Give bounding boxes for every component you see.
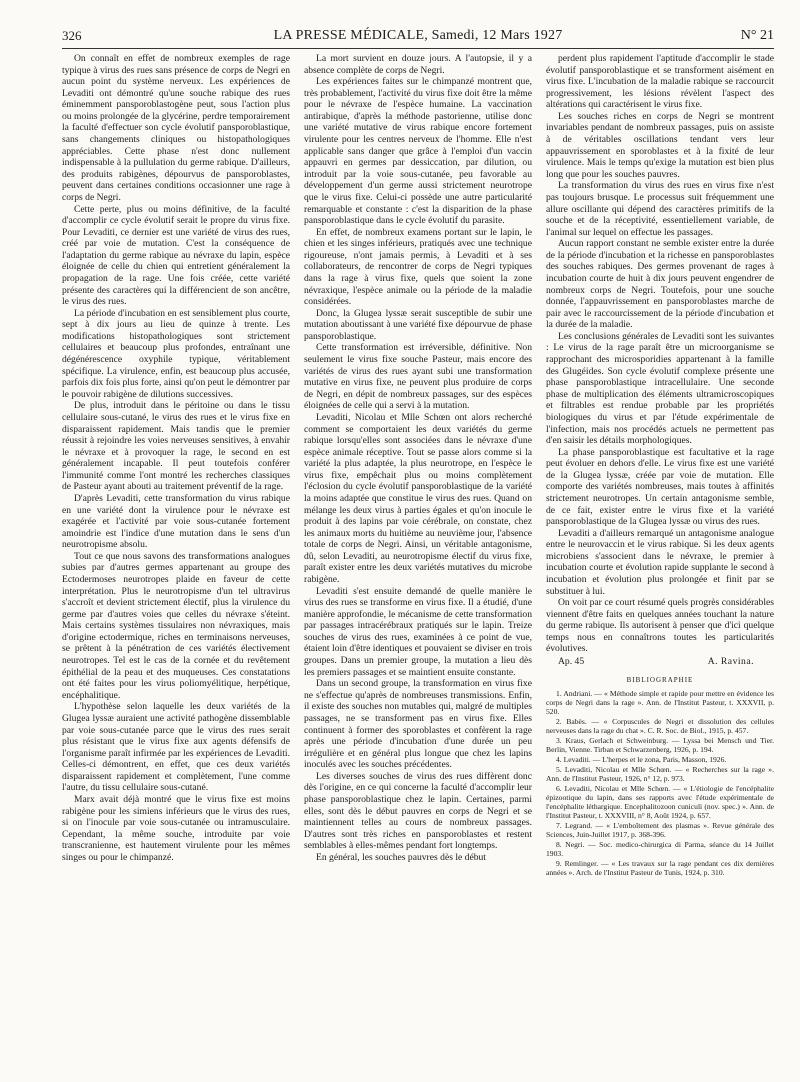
bibliography-entry: 3. Kraus, Gerlach et Schweinburg. — Lyssa bei Mensch und Tier. Berlin, Vienne. Tirban et Schwarzenberg, 1926, p. 194.: [546, 736, 774, 755]
paragraph: Levaditi a d'ailleurs remarqué un antagonisme analogue entre le neurovaccin et le virus rabique. Si les deux agents microbiens s'associent dans le névraxe, le premier à incubation courte et évolution rapide supplante le second à incubation et évolution plus prolongée et finit par se substituer à lui.: [546, 527, 774, 597]
paragraph: Levaditi s'est ensuite demandé de quelle manière le virus des rues se transforme en virus fixe. Il a étudié, d'une manière approfondie, le mécanisme de cette transformation par passages intracérébraux pratiqués sur le lapin. Treize souches de virus des rues, examinées à ce point de vue, étaient loin d'être identiques et pouvaient se diviser en trois groupes. Dans un premier groupe, la mutation a lieu dès les premiers passages et se maintient ensuite constante.: [304, 585, 532, 678]
bibliography-entry: 6. Levaditi, Nicolau et Mlle Schœn. — « L'étiologie de l'encéphalite épizootique du lapin, dans ses rapports avec l'étude expérimentale de l'encéphalite léthargique. Encephalitozoon cuniculi (nov. spec.) ». Ann. de l'Institut Pasteur, t. XXXVIII, n° 8, Août 1924, p. 657.: [546, 784, 774, 821]
paragraph: Les diverses souches de virus des rues diffèrent donc dès l'origine, en ce qui concerne la faculté d'accomplir leur phase pansporoblastique chez le lapin. Certaines, parmi elles, sont dès le début pauvres en corps de Negri et se maintiennent telles au cours de nombreux passages. D'autres sont très riches en pansporoblastes et restent semblables à elles-mêmes pendant fort longtemps.: [304, 770, 532, 852]
bibliography-entry: 1. Andriani. — « Méthode simple et rapide pour mettre en évidence les corps de Negri dans la rage ». Ann. de l'Institut Pasteur, t. XXXVII, p. 520.: [546, 689, 774, 717]
paragraph: On voit par ce court résumé quels progrès considérables viennent d'être faits en quelques années touchant la nature du germe rabique. Ils autorisent à penser que d'ici quelque temps nous en connaîtrons toutes les particularités évolutives.: [546, 597, 774, 655]
paragraph: En effet, de nombreux examens portant sur le lapin, le chien et les singes inférieurs, pratiqués avec une technique rigoureuse, n'ont jamais permis, à Levaditi et à ses collaborateurs, de rencontrer de corps de Negri typiques dans la rage à virus fixe, quels que soient la zone névraxique, l'espèce animale ou la période de la maladie considérées.: [304, 226, 532, 308]
column-middle: [304, 53, 532, 1073]
paragraph: Cette perte, plus ou moins définitive, de la faculté d'accomplir ce cycle évolutif serait le propre du virus fixe. Pour Levaditi, ce dernier est une variété de virus des rues, créé par voie de mutation. C'est la conséquence de l'adaptation du germe rabique au névraxe du lapin, espèce éloignée de celle du chien qui entretient généralement la propagation de la rage. Une fois créée, cette variété présente des caractères qui la différencient de son ancêtre, le virus des rues.: [62, 203, 290, 308]
bibliography-entry: 2. Babès. — « Corpuscules de Negri et dissolution des cellules nerveuses dans la rage du chat ». C. R. Soc. de Biol., 1915, p. 457.: [546, 717, 774, 736]
page-number: 326: [62, 28, 82, 43]
issue-number: N° 21: [740, 28, 774, 43]
bibliography-entry: 8. Negri. — Soc. medico-chirurgica di Parma, séance du 14 Juillet 1903.: [546, 840, 774, 859]
page-header: [62, 28, 774, 48]
header-rule: [62, 48, 774, 49]
handwritten-mark: Ap. 45: [558, 656, 585, 668]
paragraph: La période d'incubation en est sensiblement plus courte, sept à dix jours au lieu de quinze à trente. Les modifications histopathologiques sont strictement cellulaires et beaucoup plus profondes, entraînant une dégénérescence oxyphile typique, véritablement spécifique. La virulence, enfin, est beaucoup plus accusée, parfois dix fois plus forte, ainsi qu'on peut le démontrer par le pouvoir rabigène de dilutions successives.: [62, 307, 290, 400]
signature-line: [546, 656, 774, 668]
paragraph: Aucun rapport constant ne semble exister entre la durée de la période d'incubation et la richesse en pansporoblastes des souches rabiques. Des germes provenant de rages à incubation courte de huit à dix jours peuvent engendrer de nombreux corps de Negri. Toutefois, pour une souche donnée, l'appauvrissement en pansporoblastes marche de pair avec le raccourcissement de la période d'incubation et la durée de la maladie.: [546, 238, 774, 331]
paragraph: L'hypothèse selon laquelle les deux variétés de la Glugea lyssæ auraient une activité pathogène dissemblable par voie sous-cutanée parce que le virus des rues serait plus résistant que le virus fixe aux agents défensifs de l'organisme paraît infirmée par les expériences de Levaditi. Celles-ci démontrent, en effet, que ces deux variétés disparaissent rapidement et complètement, l'une comme l'autre, du tissu cellulaire sous-cutané.: [62, 701, 290, 794]
paragraph: Donc, la Glugea lyssæ serait susceptible de subir une mutation aboutissant à une variété fixe dépourvue de phase pansporoblastique.: [304, 307, 532, 342]
paragraph: Tout ce que nous savons des transformations analogues subies par d'autres germes appartenant au groupe des Ectodermoses neurotropes plaide en faveur de cette interprétation. Plus le neurotropisme d'un tel ultravirus s'accroît et devient strictement électif, plus la virulence du germe par d'autres voies que celles du névraxe s'éteint. Mais certains systèmes tissulaires non névraxiques, mais d'origine ectodermique, riches en terminaisons nerveuses, se prêtent à la pénétration de ces variétés électivement neurotropes. Tel est le cas de la cornée et du revêtement épithélial de la peau et des muqueuses. Ces constatations ont été faites pour les virus poliomyélitique, herpétique, encéphalitique.: [62, 550, 290, 701]
column-right: [546, 53, 774, 1073]
bibliography-entry: 4. Levaditi. — L'herpes et le zona, Paris, Masson, 1926.: [556, 755, 727, 765]
paragraph: De plus, introduit dans le péritoine ou dans le tissu cellulaire sous-cutané, le virus des rues et le virus fixe en disparaissent rapidement. Mais tandis que le premier réussit à rejoindre les voies nerveuses sensitives, à envahir le névraxe et à provoquer la rage, le second en est généralement incapable. Il peut toutefois conférer l'immunité comme l'ont montré les recherches classiques de Pasteur ayant abouti au traitement préventif de la rage.: [62, 400, 290, 493]
paragraph: En général, les souches pauvres dès le début: [316, 851, 486, 863]
bibliography: [546, 689, 774, 877]
paragraph: La phase pansporoblastique est facultative et la rage peut évoluer en dehors d'elle. Le virus fixe est une variété de la Glugea lyssæ, créée par voie de mutation. Elle comporte des variétés nombreuses, mais toutes à affinités strictement neurotropes. Un certain antagonisme semble, de ce fait, exister entre le virus fixe et la variété pansporoblastique de la Glugea lyssæ ou virus des rues.: [546, 446, 774, 528]
article-body: [62, 53, 774, 1073]
paragraph: Dans un second groupe, la transformation en virus fixe ne s'effectue qu'après de nombreuses transmissions. Enfin, il existe des souches non mutables qui, malgré de multiples passages, ne se transforment pas en virus fixe. Elles continuent à former des sporoblastes et confèrent la rage après une période d'incubation d'une durée un peu irrégulière et en général plus longue que chez les lapins inoculés avec les souches précédentes.: [304, 678, 532, 771]
bibliography-title: BIBLIOGRAPHIE: [626, 675, 694, 684]
journal-title: LA PRESSE MÉDICALE, Samedi, 12 Mars 1927: [273, 28, 563, 43]
paragraph: La mort survient en douze jours. A l'autopsie, il y a absence complète de corps de Negri.: [304, 53, 532, 76]
paragraph: Les conclusions générales de Levaditi sont les suivantes : Le virus de la rage paraît être un microorganisme se rapprochant des microsporidies appartenant à la famille des Glugéides. Son cycle évolutif complexe présente une phase pansporoblastique intracellulaire. Une seconde phase de multiplication des éléments ultramicroscopiques et filtrables est rendue probable par les propriétés biologiques du virus et par l'étude expérimentale de l'infection, mais nos procédés actuels ne permettent pas d'en saisir les détails morphologiques.: [546, 330, 774, 447]
paragraph: Les expériences faites sur le chimpanzé montrent que, très probablement, l'activité du virus fixe doit être la même pour le névraxe de l'espèce humaine. La vaccination antirabique, d'après la méthode pastorienne, utilise donc une variété mutative de virus rabique encore fortement virulente pour les centres nerveux de l'homme. Elle n'est applicable sans danger que grâce à l'emploi d'un vaccin appauvri en germes par dessiccation, par dilution, ou introduit par la voie sous-cutanée, peu favorable au développement d'un germe aussi strictement neurotrope que le virus fixe. Celui-ci possède une autre particularité remarquable et constante : c'est la disparition de la phase pansporoblastique dans le cycle évolutif du parasite.: [304, 76, 532, 227]
paragraph: Cette transformation est irréversible, définitive. Non seulement le virus fixe souche Pasteur, mais encore des variétés de virus des rues ayant subi une transformation mutative en virus fixe, ne peuvent plus produire de corps de Negri, en dépit de nombreux passages, sur des espèces éloignées de celle qui a servi à la mutation.: [304, 342, 532, 412]
bibliography-entry: 7. Legrand. — « L'emboîtement des plasmas ». Revue générale des Sciences, Juin-Juillet 1917, p. 368-396.: [546, 821, 774, 840]
paragraph: La transformation du virus des rues en virus fixe n'est pas toujours brusque. Le processus suit fréquemment une allure oscillante qui dépend des caractères primitifs de la souche et de la réceptivité, essentiellement variable, de l'animal sur lequel on effectue les passages.: [546, 180, 774, 238]
paragraph: On connaît en effet de nombreux exemples de rage typique à virus des rues sans présence de corps de Negri en aucun point du système nerveux. Les expériences de Levaditi ont démontré qu'une souche rabique des rues éminemment pansporoblastogène peut, sous l'action plus ou moins prolongée de la glycérine, perdre temporairement la faculté d'effectuer son cycle évolutif pansporoblastique, sans changements cliniques ou histopathologiques appréciables. Cette phase n'est donc nullement indispensable à la pullulation du germe rabique. D'ailleurs, des produits rabigènes, dépourvus de pansporoblastes, peuvent dans certaines conditions occasionner une rage à corps de Negri.: [62, 53, 290, 203]
paragraph: Marx avait déjà montré que le virus fixe est moins rabigène pour les simiens inférieurs que le virus des rues, si on l'inocule par voie sous-cutanée ou intramusculaire. Cependant, la même souche, introduite par voie transcranienne, est hautement virulente pour les mêmes singes ou pour le chimpanzé.: [62, 794, 290, 863]
paragraph: D'après Levaditi, cette transformation du virus rabique en une variété dont la virulence pour le névraxe est exagérée et l'activité par voie sous-cutanée fortement amoindrie est l'indice d'une mutation dans le sens d'un neurotropisme absolu.: [62, 492, 290, 551]
bibliography-entry: 5. Levaditi, Nicolau et Mlle Schœn. — « Recherches sur la rage ». Ann. de l'Institut Pasteur, 1926, n° 12, p. 973.: [546, 765, 774, 784]
paragraph: Les souches riches en corps de Negri se montrent invariables pendant de nombreux passages, puis on assiste à de véritables oscillations tendant vers leur appauvrissement en sporoblastes et à la fixité de leur virulence. Mais le temps qu'exige la mutation est bien plus long que pour les souches pauvres.: [546, 110, 774, 180]
column-left: [62, 53, 290, 1073]
bibliography-entry: 9. Remlinger. — « Les travaux sur la rage pendant ces dix dernières années ». Arch. de l'Institut Pasteur de Tunis, 1924, p. 310.: [546, 859, 774, 878]
paragraph: Levaditi, Nicolau et Mlle Schœn ont alors recherché comment se comportaient les deux variétés du germe rabique lorsqu'elles sont associées dans le névraxe d'une espèce animale réceptive. Tout se passe alors comme si la variété la plus adaptée, la plus neurotrope, en l'espèce le virus fixe, empêchait plus ou moins complètement l'éclosion du cycle évolutif pansporoblastique de la variété la moins adaptée que constitue le virus des rues. Quand on mélange les deux virus à parties égales et qu'on inocule le produit à des lapins par voie cérébrale, on constate, chez les animaux morts du huitième au neuvième jour, l'absence totale de corps de Negri. Ainsi, un véritable antagonisme, dû, selon Levaditi, au neurotropisme électif du virus fixe, paraît exister entre les deux variétés mutatives du microbe rabigène.: [304, 411, 532, 586]
paragraph: perdent plus rapidement l'aptitude d'accomplir le stade évolutif pansporoblastique et se transforment aisément en virus fixe. L'incubation de la maladie rabique se raccourcit progressivement, les lésions révèlent l'aspect des altérations qui caractérisent le virus fixe.: [546, 53, 774, 111]
author-signature: A. Ravina.: [707, 656, 754, 668]
